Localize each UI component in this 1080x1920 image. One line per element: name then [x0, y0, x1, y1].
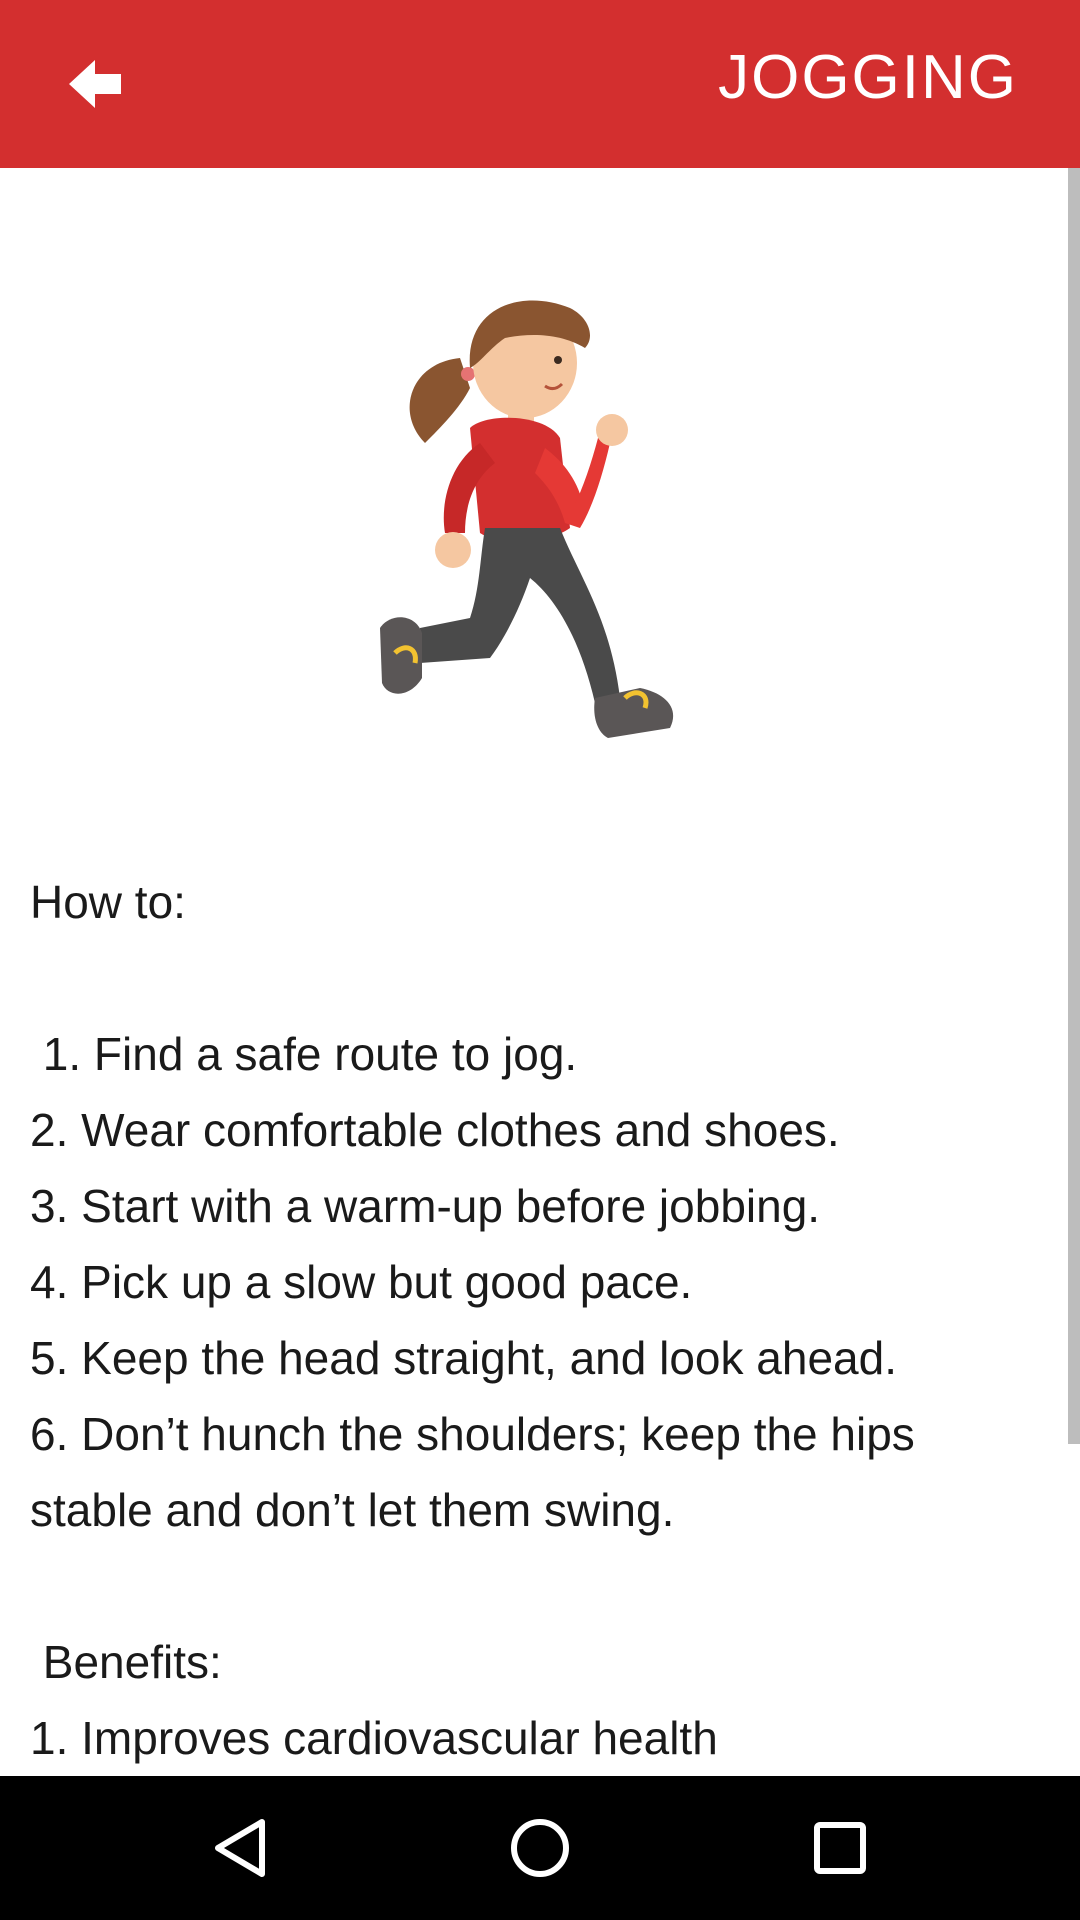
- how-to-step: 5. Keep the head straight, and look ahead.: [30, 1332, 897, 1384]
- how-to-step: 1. Find a safe route to jog.: [30, 1028, 578, 1080]
- how-to-step: 2. Wear comfortable clothes and shoes.: [30, 1104, 840, 1156]
- how-to-heading: How to:: [30, 876, 186, 928]
- page-title: JOGGING: [718, 43, 1018, 112]
- benefit-item: 1. Improves cardiovascular health: [30, 1712, 718, 1764]
- nav-home-icon: [508, 1816, 572, 1880]
- scrollbar-thumb[interactable]: [1068, 168, 1080, 1444]
- nav-recents-button[interactable]: [800, 1812, 880, 1884]
- how-to-step: 6. Don’t hunch the shoulders; keep the hips stable and don’t let them swing.: [30, 1408, 915, 1536]
- nav-back-button[interactable]: [200, 1812, 280, 1884]
- arrow-left-icon: [69, 60, 125, 108]
- app-bar: [0, 0, 1080, 168]
- system-navigation-bar: [0, 1776, 1080, 1920]
- spacer: [30, 1548, 1040, 1624]
- how-to-step: 4. Pick up a slow but good pace.: [30, 1256, 693, 1308]
- back-button[interactable]: [62, 52, 132, 116]
- nav-back-icon: [212, 1818, 268, 1878]
- spacer: [30, 940, 1040, 1016]
- how-to-step: 3. Start with a warm-up before jobbing.: [30, 1180, 821, 1232]
- benefits-heading: Benefits:: [30, 1636, 222, 1688]
- nav-recents-icon: [812, 1820, 868, 1876]
- exercise-description: [30, 864, 1040, 1776]
- running-girl-icon: [340, 278, 740, 838]
- nav-home-button[interactable]: [500, 1812, 580, 1884]
- content-scroll-area[interactable]: [0, 168, 1068, 1776]
